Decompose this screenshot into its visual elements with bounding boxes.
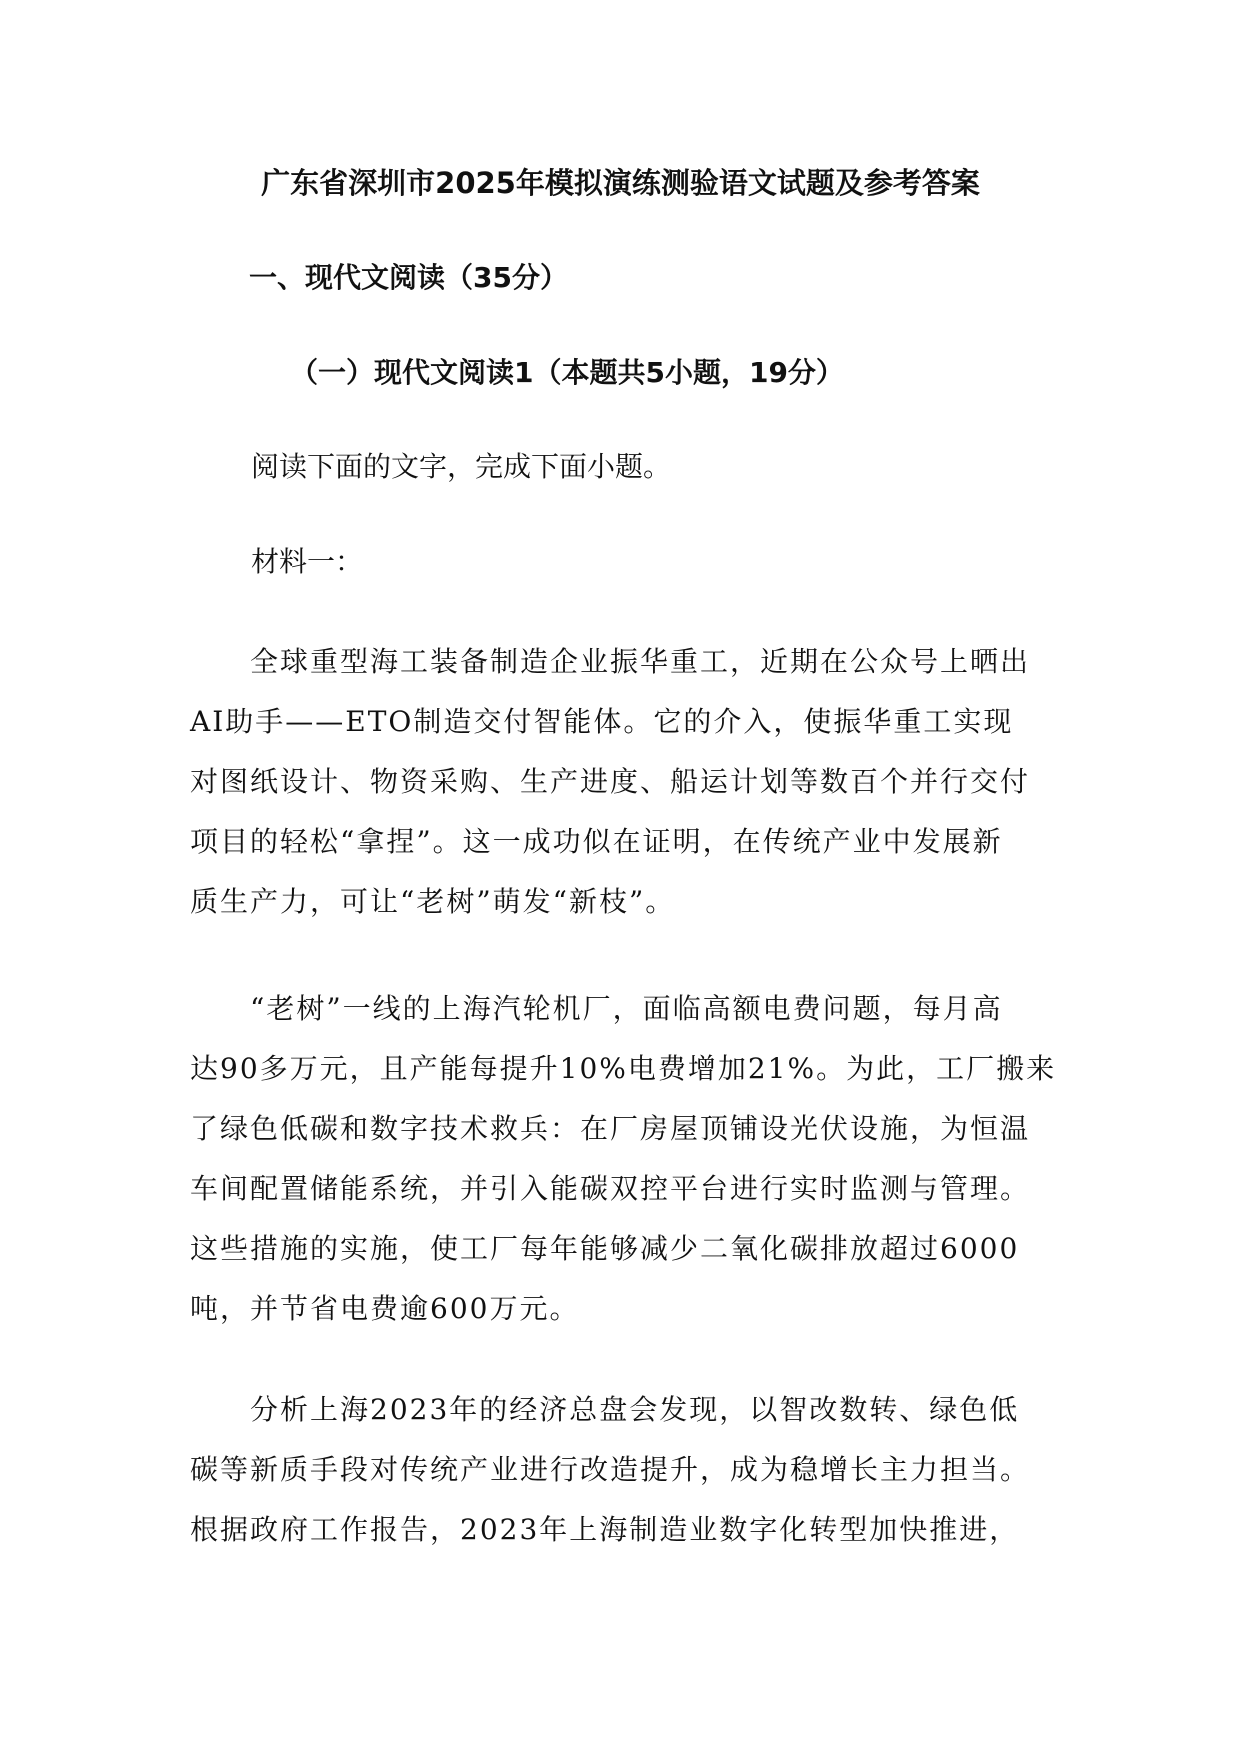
instruction-text: 阅读下面的文字，完成下面小题。 [251,450,672,483]
paragraph [190,979,1070,1339]
sub-heading: （一）现代文阅读1（本题共5小题，19分） [290,356,844,389]
paragraph-line: AI助手——ETO制造交付智能体。它的介入，使振华重工实现 [190,705,1014,738]
paragraph-line: “老树”一线的上海汽轮机厂，面临高额电费问题，每月高 [250,992,1003,1025]
document-title: 广东省深圳市2025年模拟演练测验语文试题及参考答案 [261,166,980,200]
paragraph [190,632,1070,932]
paragraph-line: 分析上海2023年的经济总盘会发现，以智改数转、绿色低 [250,1393,1020,1426]
paragraph-line: 质生产力，可让“老树”萌发“新枝”。 [190,885,676,918]
paragraph-line: 达90多万元，且产能每提升10%电费增加21%。为此，工厂搬来 [190,1052,1057,1085]
paragraph [190,1380,1070,1560]
paragraph-line: 碳等新质手段对传统产业进行改造提升，成为稳增长主力担当。 [190,1453,1031,1486]
paragraph-line: 吨，并节省电费逾600万元。 [190,1292,580,1325]
section-heading: 一、现代文阅读（35分） [249,261,568,294]
paragraph-line: 车间配置储能系统，并引入能碳双控平台进行实时监测与管理。 [190,1172,1031,1205]
paragraph-line: 根据政府工作报告，2023年上海制造业数字化转型加快推进， [190,1513,1020,1546]
paragraph-line: 了绿色低碳和数字技术救兵：在厂房屋顶铺设光伏设施，为恒温 [190,1112,1031,1145]
paragraph-line: 全球重型海工装备制造企业振华重工，近期在公众号上晒出 [250,645,1031,678]
paragraph-line: 这些措施的实施，使工厂每年能够减少二氧化碳排放超过6000 [190,1232,1020,1265]
material-label: 材料一： [251,545,364,578]
paragraph-line: 项目的轻松“拿捏”。这一成功似在证明，在传统产业中发展新 [190,825,1003,858]
paragraph-line: 对图纸设计、物资采购、生产进度、船运计划等数百个并行交付 [190,765,1031,798]
